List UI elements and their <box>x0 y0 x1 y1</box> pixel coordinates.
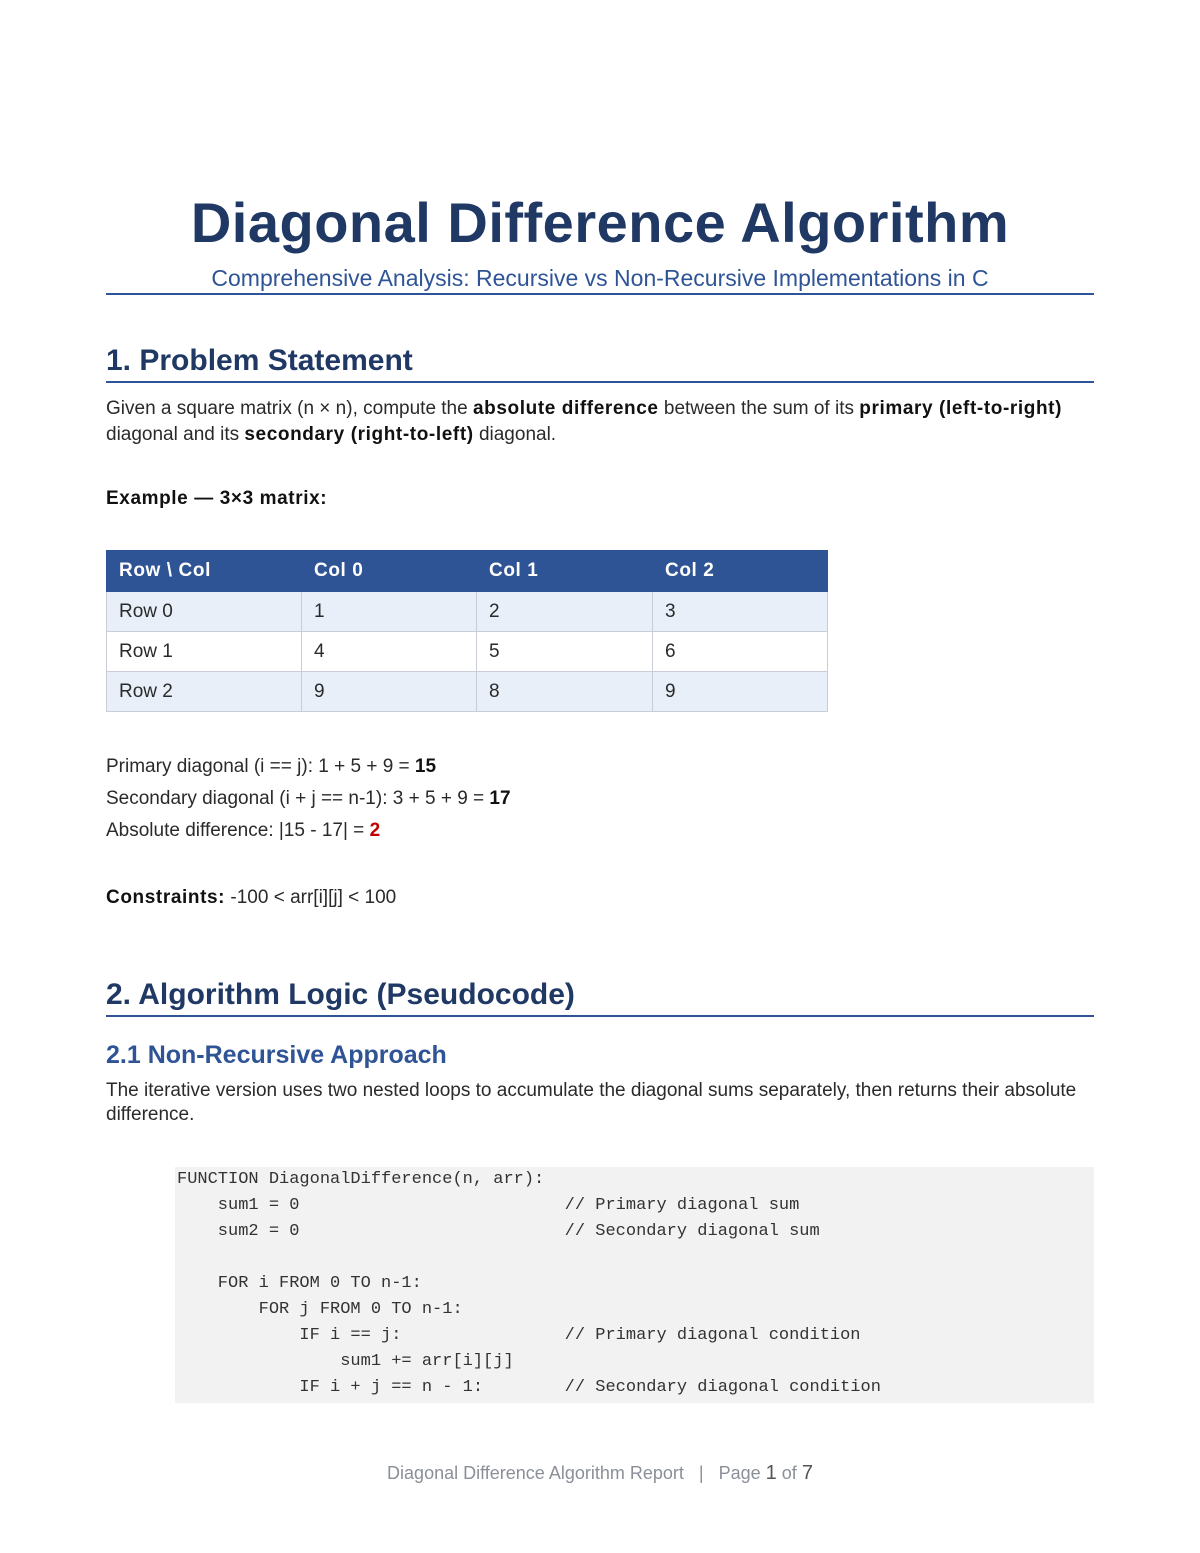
table-cell: 9 <box>302 672 477 712</box>
table-cell: 1 <box>302 592 477 632</box>
table-cell: 2 <box>477 592 653 632</box>
code-line <box>177 1245 881 1271</box>
footer-page-label: Page <box>718 1463 761 1483</box>
footer-page-total: 7 <box>801 1462 813 1484</box>
code-line: IF i + j == n - 1: // Secondary diagonal condition <box>177 1378 881 1397</box>
table-cell: Row 0 <box>107 592 302 632</box>
table-row <box>107 672 828 712</box>
footer-page-number: 1 <box>765 1462 777 1484</box>
table-header-cell: Col 0 <box>302 551 477 592</box>
section-divider <box>106 1015 1094 1017</box>
table-cell: 5 <box>477 632 653 672</box>
primary-diagonal-result: Primary diagonal (i == j): 1 + 5 + 9 = 15 <box>106 756 437 777</box>
table-cell: 8 <box>477 672 653 712</box>
table-cell: 3 <box>653 592 828 632</box>
table-cell: Row 1 <box>107 632 302 672</box>
table-cell: Row 2 <box>107 672 302 712</box>
code-line: sum1 = 0 // Primary diagonal sum <box>177 1196 800 1215</box>
footer-separator: | <box>698 1463 704 1483</box>
table-header-row <box>107 551 828 592</box>
document-subtitle: Comprehensive Analysis: Recursive vs Non-Recursive Implementations in C <box>211 265 989 291</box>
code-line: sum1 += arr[i][j] <box>177 1352 514 1371</box>
section-heading-algorithm-logic: 2. Algorithm Logic (Pseudocode) <box>106 978 575 1011</box>
title-divider <box>106 293 1094 295</box>
table-header-cell: Row \ Col <box>107 551 302 592</box>
table-cell: 9 <box>653 672 828 712</box>
page-footer <box>0 1462 1200 1485</box>
text-segment: between the sum of its <box>658 398 860 419</box>
absolute-difference-result: Absolute difference: |15 - 17| = 2 <box>106 820 381 841</box>
footer-of-label: of <box>781 1463 797 1483</box>
emphasized-term: absolute difference <box>472 398 659 419</box>
table-cell: 6 <box>653 632 828 672</box>
constraints: Constraints: -100 < arr[i][j] < 100 <box>106 887 397 908</box>
code-line: IF i == j: // Primary diagonal condition <box>177 1326 861 1345</box>
document-title: Diagonal Difference Algorithm <box>190 191 1010 254</box>
example-matrix-table <box>106 550 828 712</box>
example-label: Example — 3×3 matrix: <box>106 488 328 509</box>
code-line: FOR j FROM 0 TO n-1: <box>177 1300 463 1319</box>
footer-report-title: Diagonal Difference Algorithm Report <box>387 1463 684 1483</box>
subsection-heading-non-recursive: 2.1 Non-Recursive Approach <box>106 1041 447 1069</box>
code-line: sum2 = 0 // Secondary diagonal sum <box>177 1222 820 1241</box>
table-header-cell: Col 2 <box>653 551 828 592</box>
section-heading-problem-statement: 1. Problem Statement <box>106 344 413 377</box>
code-line: FOR i FROM 0 TO n-1: <box>177 1274 422 1293</box>
emphasized-term: primary (left-to-right) <box>859 398 1063 419</box>
table-header-cell: Col 1 <box>477 551 653 592</box>
table-cell: 4 <box>302 632 477 672</box>
secondary-diagonal-result: Secondary diagonal (i + j == n-1): 3 + 5 + 9 = 17 <box>106 788 511 809</box>
table-row <box>107 632 828 672</box>
emphasized-term: secondary (right-to-left) <box>244 424 474 445</box>
subsection-description: The iterative version uses two nested loops to accumulate the diagonal sums separately, then returns their absolute difference. <box>106 1080 1077 1125</box>
problem-description <box>106 396 1094 448</box>
text-segment: diagonal. <box>473 424 557 445</box>
table-row <box>107 592 828 632</box>
text-segment: diagonal and its <box>106 424 245 445</box>
section-divider <box>106 381 1094 383</box>
text-segment: Given a square matrix (n × n), compute the <box>106 398 473 419</box>
pseudocode-block <box>175 1167 1094 1403</box>
code-line: FUNCTION DiagonalDifference(n, arr): <box>177 1170 545 1189</box>
